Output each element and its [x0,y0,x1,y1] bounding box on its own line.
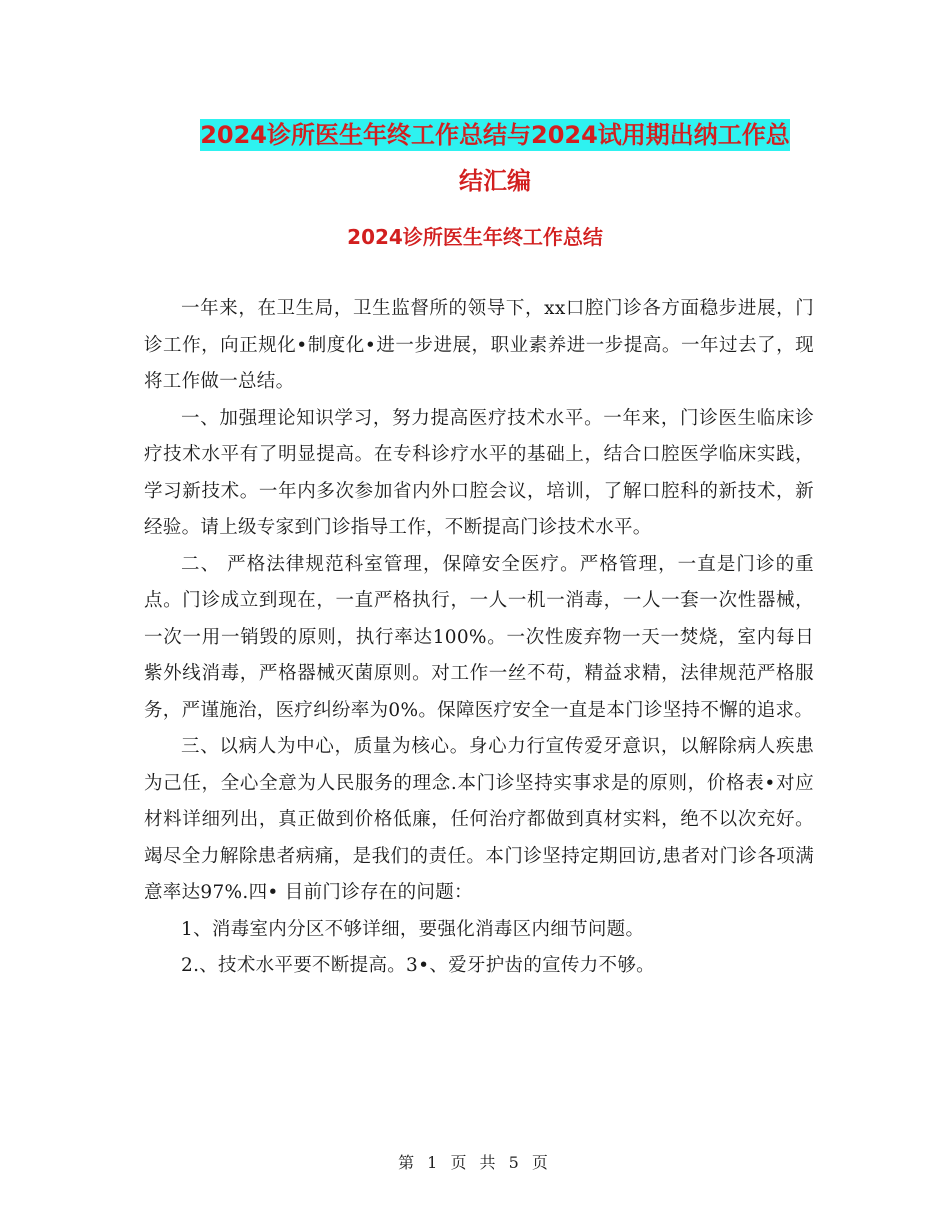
document-title-line2: 结汇编 [459,167,531,195]
section-title: 2024诊所医生年终工作总结 [347,225,603,249]
document-title [130,112,860,204]
document-body [144,291,814,985]
paragraph-section-3: 三、以病人为中心，质量为核心。身心力行宣传爱牙意识，以解除病人疾患为己任，全心全意为人民服务的理念.本门诊坚持实事求是的原则，价格表•对应材料详细列出，真正做到价格低廉，任何治疗都做到真材实料，绝不以次充好。竭尽全力解除患者病痛，是我们的责任。本门诊坚持定期回访,患者对门诊各项满意率达97%.四• 目前门诊存在的问题： [144,736,814,903]
page-number-footer: 第 1 页 共 5 页 [398,1153,552,1172]
paragraph-section-2: 二、 严格法律规范科室管理，保障安全医疗。严格管理，一直是门诊的重点。门诊成立到现在，一直严格执行，一人一机一消毒，一人一套一次性器械，一次一用一销毁的原则，执行率达100%。一次性废弃物一天一焚烧，室内每日紫外线消毒，严格器械灭菌原则。对工作一丝不苟，精益求精，法律规范严格服务，严谨施治，医疗纠纷率为0%。保障医疗安全一直是本门诊坚持不懈的追求。 [144,553,814,721]
paragraph-intro: 一年来，在卫生局，卫生监督所的领导下，xx口腔门诊各方面稳步进展，门诊工作，向正规化•制度化•进一步进展，职业素养进一步提高。一年过去了，现将工作做一总结。 [144,298,814,392]
paragraph-section-1: 一、加强理论知识学习，努力提高医疗技术水平。一年来，门诊医生临床诊疗技术水平有了明显提高。在专科诊疗水平的基础上，结合口腔医学临床实践，学习新技术。一年内多次参加省内外口腔会议，培训，了解口腔科的新技术，新经验。请上级专家到门诊指导工作，不断提高门诊技术水平。 [144,407,814,538]
document-title-line1: 2024诊所医生年终工作总结与2024试用期出纳工作总 [200,121,790,149]
paragraph-issue-2: 2.、技术水平要不断提高。3•、爱牙护齿的宣传力不够。 [181,955,655,976]
paragraph-issue-1: 1、消毒室内分区不够详细，要强化消毒区内细节问题。 [181,918,645,940]
